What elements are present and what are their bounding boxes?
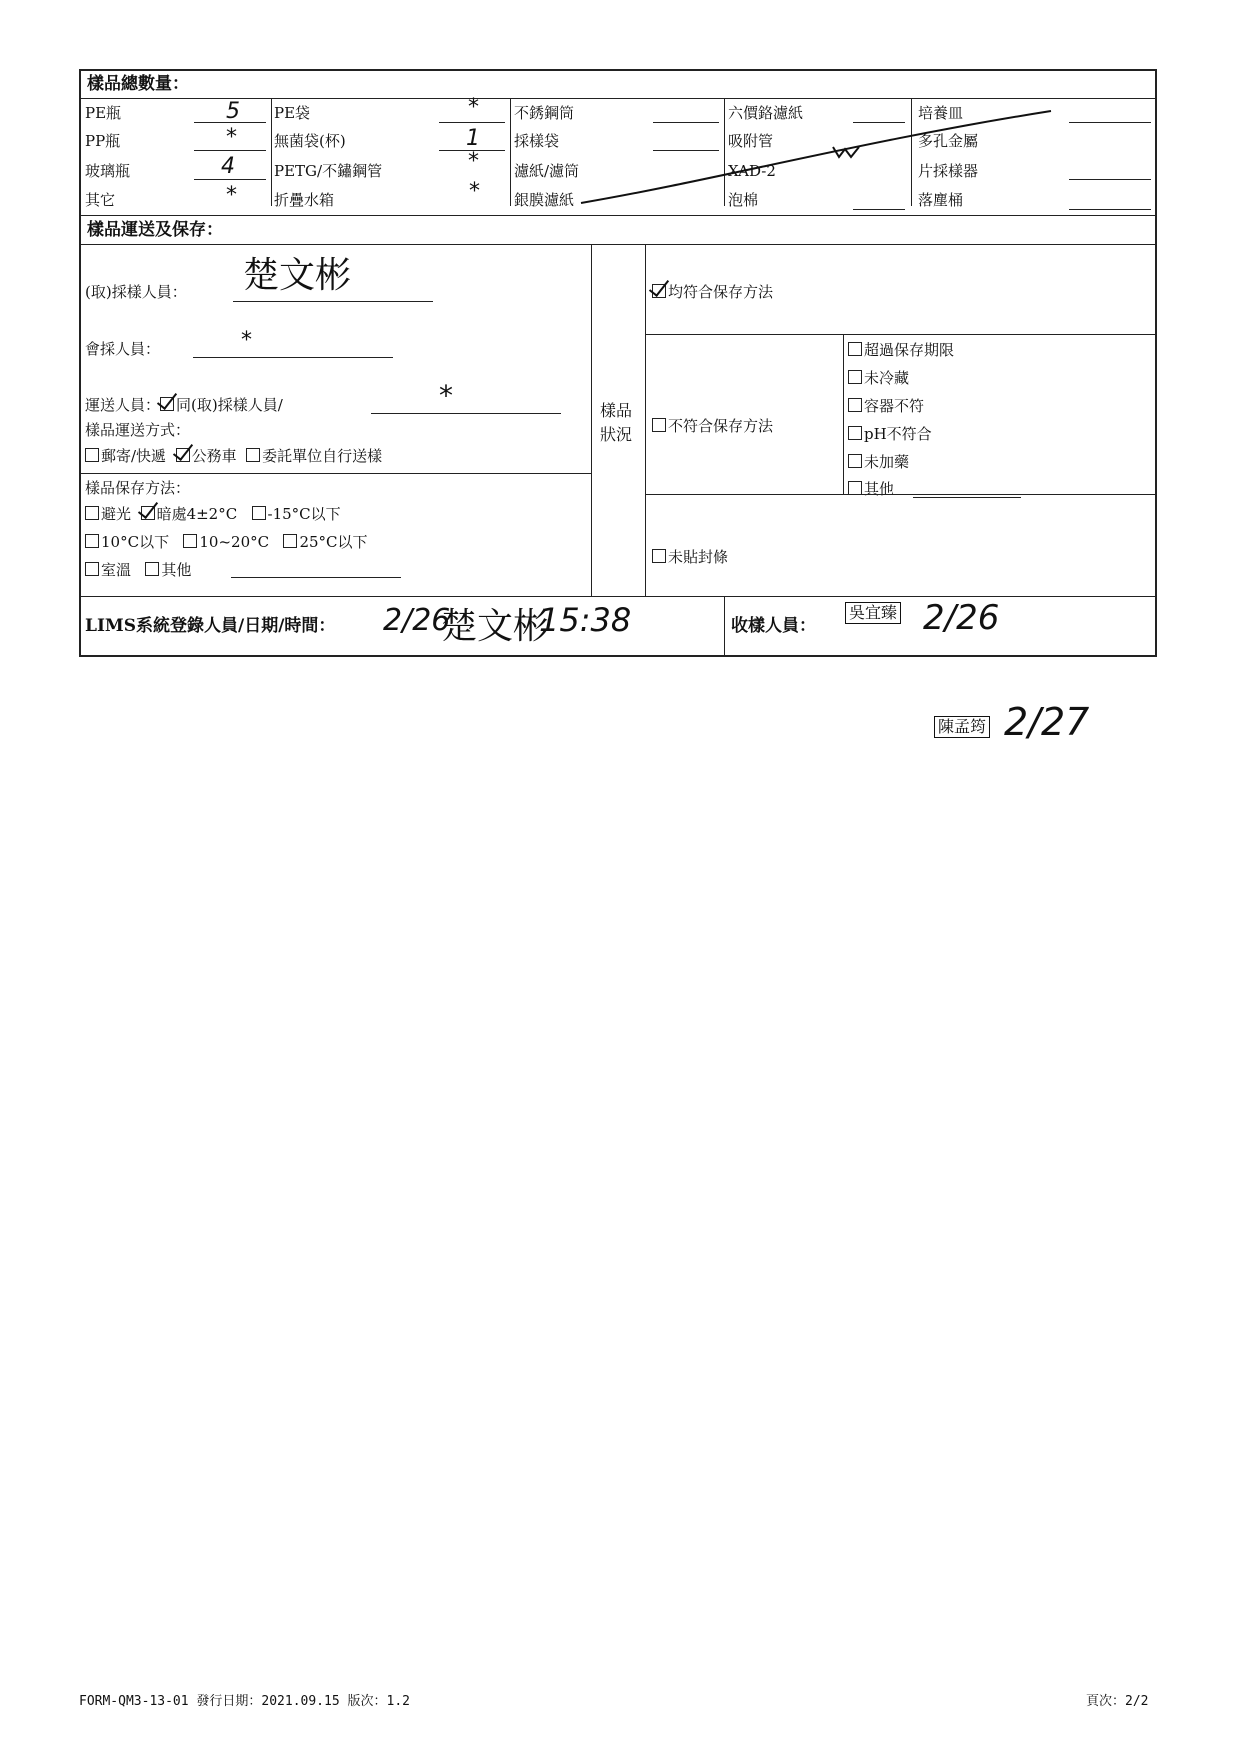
- divider: [645, 244, 646, 596]
- count-value: *: [469, 179, 480, 204]
- footer-form-info: FORM-QM3-13-01 發行日期：2021.09.15 版次：1.2: [79, 1694, 410, 1709]
- count-label: 落塵桶: [918, 191, 964, 209]
- count-label: 不銹鋼筒: [514, 104, 575, 122]
- divider: [911, 98, 912, 206]
- condition-ok: [652, 283, 773, 301]
- count-blank: [194, 150, 266, 151]
- count-value: *: [226, 183, 237, 208]
- divider: [591, 244, 592, 596]
- review-stamp: [934, 716, 990, 738]
- co-sampler-label: 會採人員：: [85, 340, 161, 358]
- storage-options-row3: [85, 561, 191, 579]
- count-label: PP瓶: [85, 132, 121, 150]
- option-label: 10°C以下: [101, 533, 170, 551]
- lims-label: LIMS系統登錄人員/日期/時間：: [85, 616, 336, 636]
- sampler-signature: 楚文彬: [243, 255, 352, 296]
- count-label: 吸附管: [728, 132, 774, 150]
- checkbox[interactable]: [252, 506, 266, 520]
- divider: [271, 98, 272, 206]
- checkbox[interactable]: [848, 454, 862, 468]
- divider: [81, 98, 1157, 99]
- count-label: 多孔金屬: [918, 132, 979, 150]
- option-label: 未冷藏: [864, 369, 910, 387]
- option-label: 暗處4±2°C: [156, 505, 238, 523]
- divider: [724, 98, 725, 206]
- reason-option: [848, 397, 924, 415]
- method-options: [85, 447, 382, 465]
- option-label: 室溫: [101, 561, 132, 579]
- checkbox[interactable]: [85, 448, 99, 462]
- checkbox[interactable]: [652, 284, 666, 298]
- count-label: 銀膜濾紙: [514, 191, 575, 209]
- count-value: *: [468, 95, 479, 120]
- receiver-date: 2/26: [923, 598, 1000, 638]
- count-label: 片採樣器: [918, 162, 979, 180]
- count-blank: [1069, 209, 1151, 210]
- option-label: 郵寄/快遞: [101, 447, 167, 465]
- carrier-option: 同(取)採樣人員/: [176, 396, 283, 414]
- divider: [724, 596, 725, 657]
- carrier-value: *: [439, 379, 453, 412]
- divider: [81, 244, 1157, 245]
- option-label: 超過保存期限: [864, 341, 955, 359]
- sampler-blank: [233, 301, 433, 302]
- storage-other-blank: [231, 577, 401, 578]
- checkbox[interactable]: [85, 534, 99, 548]
- checkbox[interactable]: [848, 481, 862, 495]
- condition-label: 樣品: [600, 401, 633, 420]
- option-label: 其他: [161, 561, 192, 579]
- count-value: *: [226, 125, 237, 150]
- divider: [645, 494, 1157, 495]
- checkbox[interactable]: [652, 418, 666, 432]
- option-label: 其他: [864, 480, 895, 498]
- reason-option: [848, 369, 909, 387]
- co-sampler-blank: [193, 357, 393, 358]
- divider: [843, 334, 844, 494]
- option-label: 容器不符: [864, 397, 925, 415]
- checkbox[interactable]: [848, 370, 862, 384]
- option-label: -15°C以下: [267, 505, 341, 523]
- checkbox[interactable]: [246, 448, 260, 462]
- checkbox[interactable]: [160, 397, 174, 411]
- review-date: 2/27: [1004, 700, 1090, 744]
- count-label: 培養皿: [918, 104, 964, 122]
- count-label: 其它: [85, 191, 116, 209]
- footer-page: 頁次：2/2: [1086, 1694, 1149, 1709]
- count-value: 5: [226, 99, 240, 124]
- count-label: PETG/不鏽鋼管: [274, 162, 383, 180]
- lims-date: 2/26: [383, 603, 451, 638]
- checkbox[interactable]: [848, 342, 862, 356]
- receiver-label: 收樣人員：: [731, 616, 816, 636]
- count-label: XAD-2: [728, 162, 776, 180]
- storage-options-row2: [85, 533, 368, 551]
- divider: [81, 215, 1157, 216]
- checkbox[interactable]: [183, 534, 197, 548]
- option-label: 公務車: [191, 447, 237, 465]
- count-blank: [853, 209, 905, 210]
- checkbox[interactable]: [145, 562, 159, 576]
- checkbox[interactable]: [176, 448, 190, 462]
- count-label: PE袋: [274, 104, 311, 122]
- strike-through-line: [81, 71, 1157, 211]
- count-label: 六價鉻濾紙: [728, 104, 804, 122]
- count-label: 濾紙/濾筒: [514, 162, 580, 180]
- carrier-label: 運送人員：: [85, 396, 161, 414]
- checkbox[interactable]: [141, 506, 155, 520]
- count-value: 4: [221, 154, 235, 179]
- divider: [81, 473, 591, 474]
- option-label: 委託單位自行送樣: [262, 447, 383, 465]
- reason-option: [848, 453, 909, 471]
- count-label: 折疊水箱: [274, 191, 335, 209]
- checkbox[interactable]: [848, 398, 862, 412]
- option-label: 25°C以下: [299, 533, 368, 551]
- carrier-row: [85, 396, 283, 414]
- receiver-stamp: [845, 602, 901, 624]
- count-label: 泡棉: [728, 191, 759, 209]
- count-label: 玻璃瓶: [85, 162, 131, 180]
- count-blank: [1069, 122, 1151, 123]
- reason-option: [848, 480, 894, 498]
- checkbox[interactable]: [85, 562, 99, 576]
- sampler-label: (取)採樣人員：: [85, 283, 187, 301]
- option-label: 未加藥: [864, 453, 910, 471]
- condition-not-ok: [652, 417, 773, 435]
- reason-other-blank: [913, 497, 1021, 498]
- no-seal: [652, 548, 728, 566]
- checkbox[interactable]: [85, 506, 99, 520]
- option-label: 10~20°C: [199, 533, 270, 551]
- co-sampler-value: *: [241, 328, 252, 353]
- lims-time: 15:38: [539, 601, 632, 639]
- option-label: 未貼封條: [668, 548, 729, 566]
- carrier-blank: [371, 413, 561, 414]
- transport-title: 樣品運送及保存：: [87, 220, 223, 240]
- option-label: 均符合保存方法: [668, 283, 774, 301]
- count-blank: [853, 122, 905, 123]
- count-label: 無菌袋(杯): [274, 132, 346, 150]
- reason-option: [848, 341, 954, 359]
- storage-options-row1: [85, 505, 341, 523]
- count-blank: [1069, 179, 1151, 180]
- option-label: 避光: [101, 505, 132, 523]
- stamp-text: 陳孟筠: [938, 717, 987, 736]
- count-blank: [653, 150, 719, 151]
- sample-form: [79, 69, 1157, 657]
- count-value: *: [468, 149, 479, 174]
- reason-option: [848, 425, 932, 443]
- count-label: PE瓶: [85, 104, 122, 122]
- checkbox[interactable]: [652, 549, 666, 563]
- storage-title: 樣品保存方法：: [85, 479, 191, 497]
- count-blank: [194, 179, 266, 180]
- divider: [81, 596, 1157, 597]
- count-value: 1: [466, 126, 480, 151]
- count-label: 採樣袋: [514, 132, 560, 150]
- count-blank: [653, 122, 719, 123]
- count-blank: [439, 122, 505, 123]
- checkbox[interactable]: [283, 534, 297, 548]
- option-label: 不符合保存方法: [668, 417, 774, 435]
- divider: [645, 334, 1157, 335]
- stamp-text: 吳宜臻: [849, 603, 898, 622]
- method-title: 樣品運送方式：: [85, 421, 191, 439]
- checkbox[interactable]: [848, 426, 862, 440]
- option-label: pH不符合: [864, 425, 932, 443]
- condition-label: 狀況: [600, 425, 633, 444]
- sample-count-title: 樣品總數量：: [87, 74, 189, 94]
- lims-signer: 楚文彬: [441, 606, 550, 647]
- divider: [510, 98, 511, 206]
